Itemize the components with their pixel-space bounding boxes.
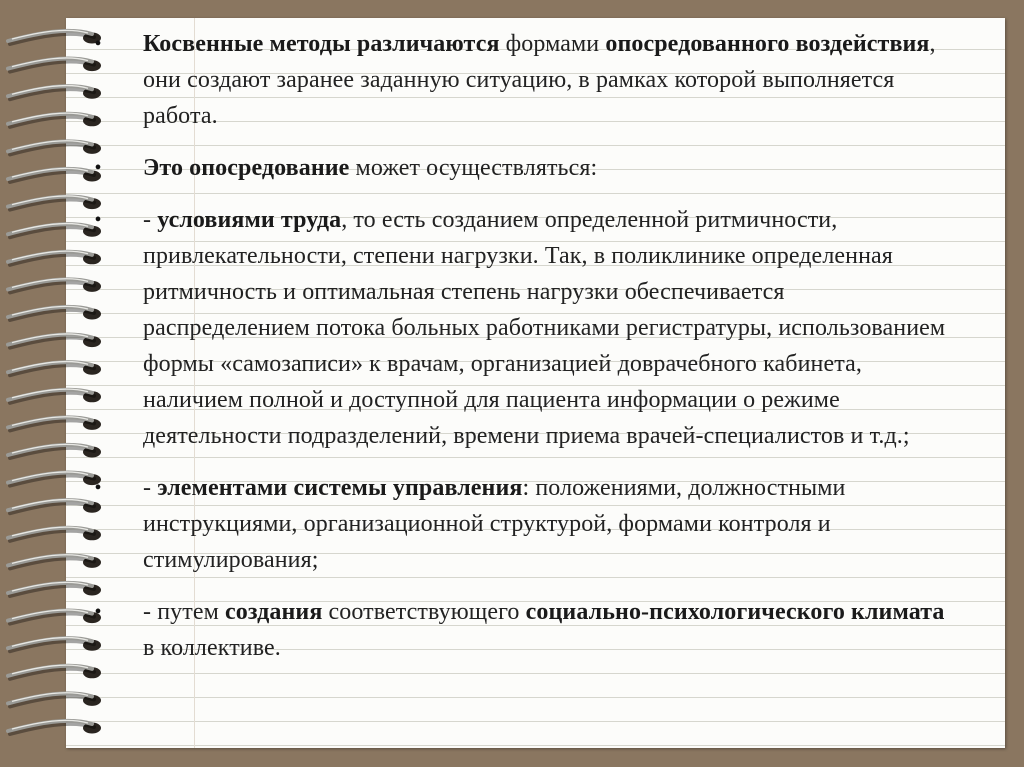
spiral-ring [8,665,101,679]
text-segment: условиями труда [157,207,342,233]
text-segment: опосредованного воздействия [605,31,930,57]
text-segment: - путем [143,599,225,625]
text-segment: формами [499,31,606,57]
bullet-icon: • [94,601,102,623]
spiral-ring [8,720,101,734]
paragraph-mediation [88,150,948,186]
text-segment: может осуществляться: [349,155,598,181]
text-segment: , то есть созданием определенной ритмичности, привлекательности, степени нагрузки. Так, в поликлинике определенная ритмичность и оптимальная степень нагрузки обеспечивается распределением потока больных работниками регистратуры, использованием формы «самозаписи» к врачам, организацией доврачебного кабинета, наличием полной и доступной для пациента информации о режиме деятельности подразделений, времени приема врачей-специалистов и т.д.; [143,207,946,449]
text-segment: Косвенные методы различаются [143,31,500,57]
text-segment: - [143,475,158,501]
paragraph-climate [88,594,948,666]
bullet-icon: • [94,33,102,55]
bullet-icon: • [94,477,102,499]
text-segment: , они создают заранее заданную ситуацию, в рамках которой выполняется работа. [143,31,936,129]
text-segment: в коллективе. [143,635,281,661]
spiral-ring [8,693,101,707]
text-segment: : положениями, должностными инструкциями, организационной структурой, формами контроля и стимулирования; [143,475,846,573]
text-segment: - [143,207,158,233]
paragraph-text [143,207,945,449]
paragraph-indirect-methods [88,26,948,134]
text-segment: социально-психологического климата [525,599,945,625]
text-segment: соответствующего [322,599,526,625]
paragraph-text [143,475,845,573]
bullet-icon: • [94,209,102,231]
paragraph-text [143,599,945,661]
text-segment: Это опосредование [143,155,350,181]
bullet-icon: • [94,157,102,179]
text-segment: элементами системы управления [157,475,523,501]
paragraph-text [143,155,597,181]
slide-content [88,26,948,666]
paragraph-text [143,31,936,129]
paragraph-working-conditions [88,202,948,454]
text-segment: создания [224,599,323,625]
paragraph-management-system [88,470,948,578]
